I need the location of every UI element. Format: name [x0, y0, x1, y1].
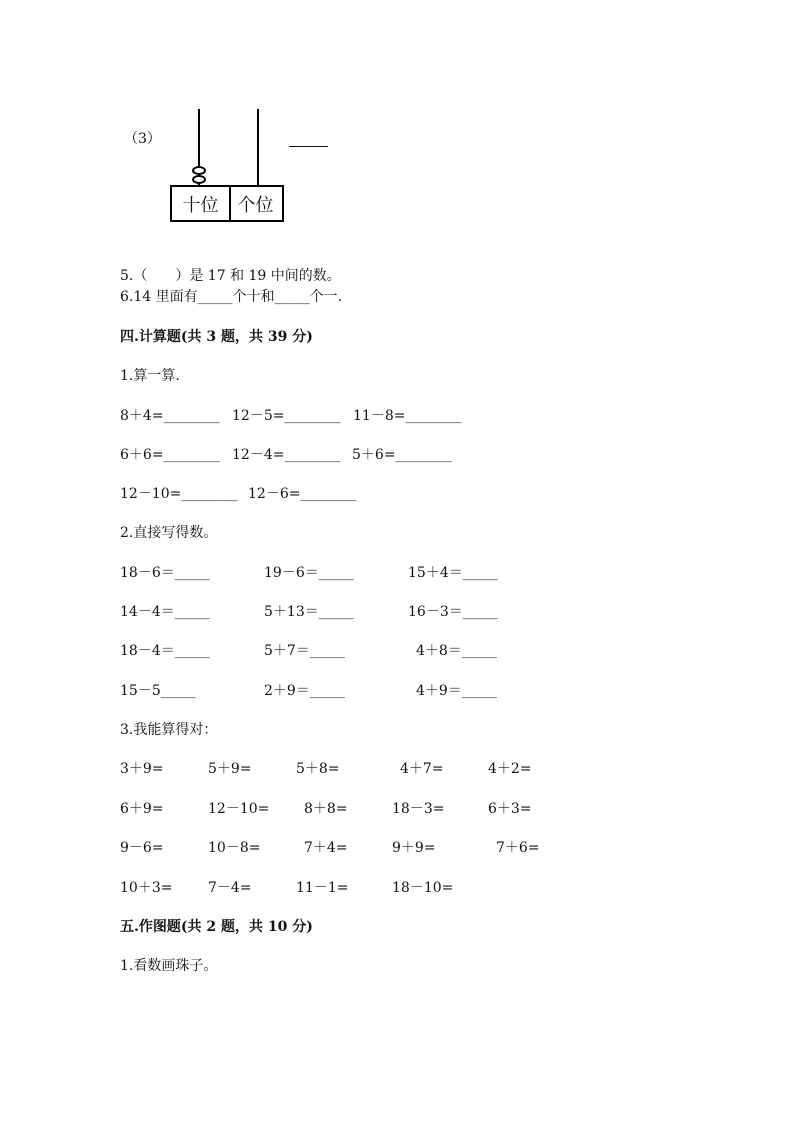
problem-item: 5＋9=: [208, 761, 252, 777]
problem-item: 8＋8=: [304, 801, 348, 817]
problem-item: 15＋4＝_____: [408, 565, 498, 581]
problem-item: 12－5=________: [232, 408, 341, 424]
problem-item: 19－6＝_____: [264, 565, 354, 581]
place-value-box: [170, 185, 284, 222]
problem-item: 18－10=: [392, 880, 454, 896]
problem-item: 4＋8＝_____: [416, 643, 497, 659]
problem-item: 15－5_____: [120, 683, 196, 699]
tens-label: 十位: [172, 187, 231, 220]
answer-blank[interactable]: [289, 146, 328, 147]
problem-item: 4＋2=: [488, 761, 532, 777]
problem-item: 8＋4=________: [120, 408, 220, 424]
problem-item: 9＋9=: [392, 840, 436, 856]
problem-item: 4＋9＝_____: [416, 683, 497, 699]
problem-item: 18－4＝_____: [120, 643, 210, 659]
problem-item: 18－6＝_____: [120, 565, 210, 581]
problem-item: 2＋9＝_____: [264, 683, 345, 699]
ones-label: 个位: [237, 194, 274, 216]
section-4-title: 四.计算题(共 3 题，共 39 分): [120, 329, 313, 345]
problem-item: 9－6=: [120, 840, 164, 856]
problem-item: 14－4＝_____: [120, 604, 210, 620]
problem-item: 4＋7=: [400, 761, 444, 777]
question-3-label: （3）: [124, 131, 161, 147]
problem-item: 3＋9=: [120, 761, 164, 777]
section-5-title: 五.作图题(共 2 题，共 10 分): [120, 919, 313, 935]
problem-item: 12－10=: [208, 801, 270, 817]
problem-item: 7－4=: [208, 880, 252, 896]
problem-1-title: 1.算一算.: [120, 368, 180, 384]
problem-item: 5＋6=________: [352, 447, 452, 463]
problem-item: 5＋8=: [296, 761, 340, 777]
problem-item: 6＋9=: [120, 801, 164, 817]
bead: [192, 166, 206, 175]
problem-item: 18－3=: [392, 801, 445, 817]
problem-item: 11－1=: [296, 880, 349, 896]
problem-item: 11－8=________: [353, 408, 462, 424]
problem-item: 12－4=________: [232, 447, 341, 463]
problem-item: 5＋13＝_____: [264, 604, 354, 620]
problem-item: 5＋7＝_____: [264, 643, 345, 659]
problem-3-title: 3.我能算得对：: [120, 722, 218, 738]
problem-item: 12－6=________: [248, 486, 357, 502]
problem-2-title: 2.直接写得数。: [120, 525, 218, 541]
problem-item: 6＋6=________: [120, 447, 220, 463]
problem-5-1-title: 1.看数画珠子。: [120, 958, 218, 974]
bead: [192, 175, 206, 184]
question-5: 5.（ ）是 17 和 19 中间的数。: [120, 268, 341, 284]
problem-item: 10－8=: [208, 840, 261, 856]
problem-item: 7＋4=: [304, 840, 348, 856]
problem-item: 6＋3=: [488, 801, 532, 817]
question-6: 6.14 里面有_____个十和_____个一.: [120, 289, 343, 305]
ones-rod: [257, 109, 259, 187]
problem-item: 10＋3=: [120, 880, 173, 896]
problem-item: 16－3＝_____: [408, 604, 498, 620]
problem-item: 7＋6=: [496, 840, 540, 856]
problem-item: 12－10=________: [120, 486, 238, 502]
